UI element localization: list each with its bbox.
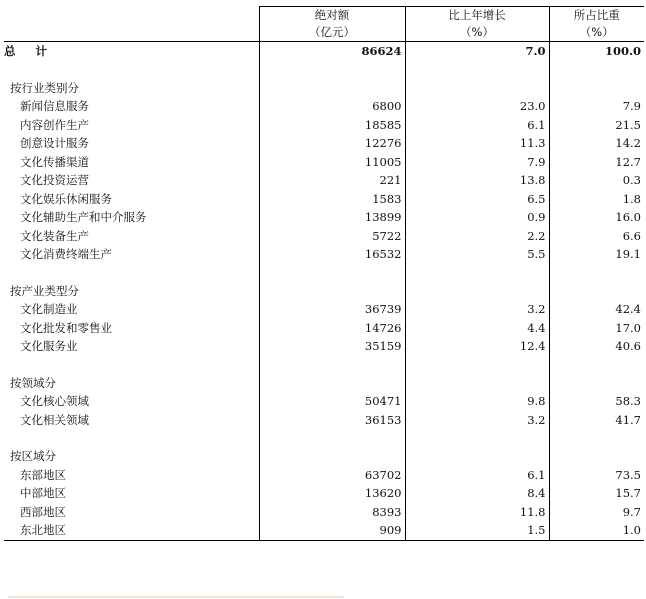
total-row — [4, 42, 644, 61]
row-value: 221 — [259, 171, 405, 190]
group-title: 按区域分 — [10, 449, 56, 463]
header-growth: 比上年增长 — [405, 7, 549, 25]
spacer-row — [4, 356, 644, 374]
row-share: 12.7 — [549, 153, 644, 172]
spacer-cell — [4, 356, 259, 374]
row-name: 东部地区 — [20, 467, 66, 482]
spacer-cell — [259, 356, 405, 374]
row-growth: 11.3 — [405, 134, 549, 153]
group-title-cell — [405, 282, 549, 301]
row-value: 13620 — [259, 484, 405, 503]
row-name: 西部地区 — [20, 504, 66, 519]
row-share: 14.2 — [549, 134, 644, 153]
row-share: 15.7 — [549, 484, 644, 503]
row-share: 1.0 — [549, 521, 644, 540]
row-growth: 11.8 — [405, 503, 549, 522]
table-row — [4, 392, 644, 411]
row-name: 东北地区 — [4, 521, 259, 540]
row-name: 中部地区 — [20, 486, 66, 500]
spacer-cell — [259, 61, 405, 79]
header-absolute-amount: 绝对额 — [259, 7, 405, 25]
row-share: 9.7 — [549, 503, 644, 522]
row-name: 文化辅助生产和中介服务 — [20, 210, 147, 224]
spacer-cell — [405, 264, 549, 282]
table-row — [4, 190, 644, 209]
row-value: 36153 — [259, 411, 405, 430]
row-growth: 7.9 — [405, 153, 549, 172]
row-name: 文化核心领域 — [20, 394, 89, 408]
group-title-row — [4, 282, 644, 301]
spacer-cell — [405, 356, 549, 374]
group-title-cell — [549, 447, 644, 466]
row-value: 6800 — [259, 97, 405, 116]
row-share: 7.9 — [549, 97, 644, 116]
unit-absolute-amount: （亿元） — [259, 24, 405, 42]
table-row — [4, 466, 644, 485]
spacer-cell — [4, 264, 259, 282]
row-growth: 4.4 — [405, 319, 549, 338]
spacer-cell — [549, 356, 644, 374]
group-title-cell — [259, 282, 405, 301]
group-title-cell — [405, 374, 549, 393]
row-growth: 2.2 — [405, 227, 549, 246]
row-value: 50471 — [259, 392, 405, 411]
unit-row — [4, 24, 644, 42]
row-name: 文化传播渠道 — [20, 154, 89, 169]
table-row — [4, 171, 644, 190]
row-value: 13899 — [259, 208, 405, 227]
row-value: 1583 — [259, 190, 405, 209]
row-name: 创意设计服务 — [20, 136, 89, 150]
group-title-cell — [549, 374, 644, 393]
total-label: 总 计 — [4, 42, 259, 61]
group-title-cell — [549, 282, 644, 301]
table-body — [4, 7, 644, 541]
unit-growth: （%） — [405, 24, 549, 42]
row-growth: 6.1 — [405, 466, 549, 485]
row-value: 909 — [259, 521, 405, 540]
row-growth: 5.5 — [405, 245, 549, 264]
row-growth: 0.9 — [405, 208, 549, 227]
row-name: 文化娱乐休闲服务 — [20, 191, 112, 206]
group-title: 按产业类型分 — [10, 283, 79, 298]
row-value: 14726 — [259, 319, 405, 338]
group-title-cell — [259, 374, 405, 393]
total-value: 86624 — [259, 42, 405, 61]
header-share: 所占比重 — [549, 7, 644, 25]
spacer-row — [4, 264, 644, 282]
row-growth: 23.0 — [405, 97, 549, 116]
row-name: 文化投资运营 — [20, 173, 89, 187]
row-share: 58.3 — [549, 392, 644, 411]
row-share: 0.3 — [549, 171, 644, 190]
row-value: 18585 — [259, 116, 405, 135]
row-value: 12276 — [259, 134, 405, 153]
spacer-cell — [549, 61, 644, 79]
spacer-cell — [4, 429, 259, 447]
group-title: 按行业类别分 — [10, 80, 79, 95]
table-row — [4, 134, 644, 153]
group-title-cell — [259, 447, 405, 466]
row-value: 11005 — [259, 153, 405, 172]
unit-blank — [4, 24, 259, 42]
spacer-row — [4, 429, 644, 447]
table-row — [4, 319, 644, 338]
row-name: 文化消费终端生产 — [20, 247, 112, 261]
row-share: 17.0 — [549, 319, 644, 338]
spacer-cell — [4, 61, 259, 79]
row-growth: 8.4 — [405, 484, 549, 503]
table-row — [4, 503, 644, 522]
group-title-row — [4, 447, 644, 466]
bottom-decoration-line — [8, 596, 344, 598]
table-row — [4, 227, 644, 246]
spacer-cell — [405, 429, 549, 447]
row-share: 16.0 — [549, 208, 644, 227]
row-name: 文化服务业 — [20, 339, 78, 353]
row-value: 8393 — [259, 503, 405, 522]
row-value: 36739 — [259, 300, 405, 319]
table-row — [4, 97, 644, 116]
table-row — [4, 521, 644, 540]
row-name: 内容创作生产 — [20, 117, 89, 132]
row-growth: 9.8 — [405, 392, 549, 411]
spacer-cell — [549, 429, 644, 447]
total-growth: 7.0 — [405, 42, 549, 61]
row-name: 文化制造业 — [20, 302, 78, 316]
table-row — [4, 245, 644, 264]
row-share: 40.6 — [549, 337, 644, 356]
row-name: 文化批发和零售业 — [20, 320, 112, 335]
table-row — [4, 484, 644, 503]
group-title-cell — [259, 79, 405, 98]
spacer-row — [4, 61, 644, 79]
row-growth: 13.8 — [405, 171, 549, 190]
row-share: 42.4 — [549, 300, 644, 319]
row-value: 5722 — [259, 227, 405, 246]
spacer-cell — [259, 429, 405, 447]
table-row — [4, 411, 644, 430]
unit-share: （%） — [549, 24, 644, 42]
row-share: 73.5 — [549, 466, 644, 485]
row-growth: 6.1 — [405, 116, 549, 135]
row-share: 21.5 — [549, 116, 644, 135]
row-growth: 3.2 — [405, 300, 549, 319]
row-growth: 12.4 — [405, 337, 549, 356]
row-share: 19.1 — [549, 245, 644, 264]
table-row — [4, 337, 644, 356]
group-title-cell — [405, 447, 549, 466]
row-name: 新闻信息服务 — [20, 99, 89, 113]
spacer-cell — [549, 264, 644, 282]
row-value: 63702 — [259, 466, 405, 485]
row-growth: 6.5 — [405, 190, 549, 209]
table-row — [4, 153, 644, 172]
table-row — [4, 208, 644, 227]
spacer-cell — [259, 264, 405, 282]
row-name: 文化装备生产 — [20, 228, 89, 243]
row-share: 41.7 — [549, 411, 644, 430]
row-growth: 3.2 — [405, 411, 549, 430]
total-share: 100.0 — [549, 42, 644, 61]
header-blank — [4, 7, 259, 25]
row-value: 35159 — [259, 337, 405, 356]
statistics-table — [4, 6, 644, 541]
row-share: 6.6 — [549, 227, 644, 246]
group-title-cell — [405, 79, 549, 98]
row-growth: 1.5 — [405, 521, 549, 540]
row-share: 1.8 — [549, 190, 644, 209]
header-row — [4, 7, 644, 25]
row-value: 16532 — [259, 245, 405, 264]
table-row — [4, 300, 644, 319]
spacer-cell — [405, 61, 549, 79]
group-title-cell — [549, 79, 644, 98]
row-name: 文化相关领域 — [20, 412, 89, 427]
table-row — [4, 116, 644, 135]
group-title-row — [4, 374, 644, 393]
group-title-row — [4, 79, 644, 98]
group-title: 按领域分 — [10, 375, 56, 390]
